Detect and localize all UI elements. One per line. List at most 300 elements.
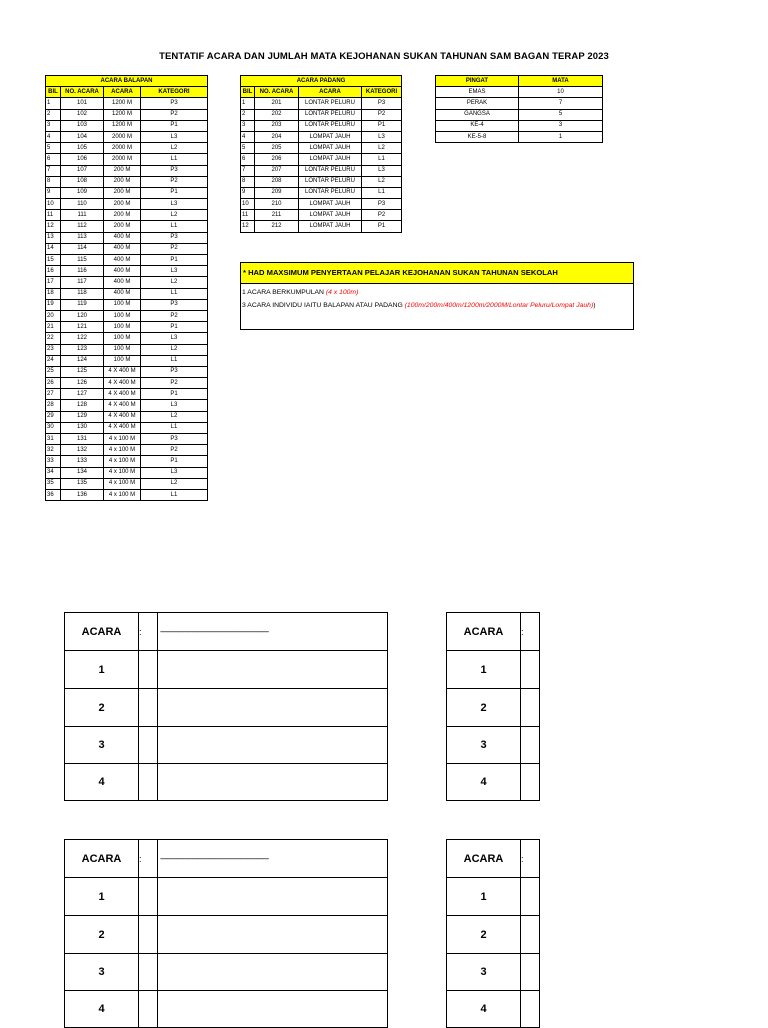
entry-number: 1 — [447, 651, 521, 689]
note-text: 1 ACARA BERKUMPULAN — [242, 289, 326, 296]
table-cell: LOMPAT JAUH — [299, 131, 362, 142]
table-cell: 4 X 400 M — [104, 422, 141, 433]
acara-label: ACARA — [447, 840, 521, 878]
entry-row — [65, 727, 388, 764]
table-row — [241, 199, 402, 210]
note-text: ) — [593, 302, 596, 309]
table-cell: 211 — [255, 210, 299, 221]
table-cell: 200 M — [104, 176, 141, 187]
acara-entry-form — [446, 612, 540, 801]
table-cell: 8 — [46, 176, 61, 187]
table-cell: 31 — [46, 434, 61, 445]
note-text: 3 ACARA INDIVIDU IAITU BALAPAN ATAU PADANG — [242, 302, 405, 309]
colon-separator: : — [521, 613, 540, 651]
table-row — [46, 143, 208, 154]
table-cell: 400 M — [104, 277, 141, 288]
table-cell: L3 — [141, 266, 208, 277]
table-cell: L3 — [362, 131, 402, 142]
table-cell: L1 — [141, 221, 208, 232]
acara-label: ACARA — [65, 840, 139, 878]
table-cell: 4 — [241, 131, 255, 142]
table-cell: 2000 M — [104, 154, 141, 165]
entry-row — [65, 991, 388, 1028]
table-cell: 4 — [46, 131, 61, 142]
table-row — [46, 288, 208, 299]
table-cell: 10 — [519, 87, 603, 98]
table-row — [241, 221, 402, 232]
table-cell: 4 X 400 M — [104, 366, 141, 377]
entry-number: 4 — [65, 991, 139, 1028]
acara-balapan-heading: ACARA BALAPAN — [46, 76, 208, 87]
table-cell: 133 — [61, 456, 104, 467]
table-cell: 100 M — [104, 344, 141, 355]
table-row — [436, 120, 603, 131]
table-row — [46, 478, 208, 489]
table-cell: 4 X 400 M — [104, 389, 141, 400]
table-cell: 121 — [61, 322, 104, 333]
table-cell: 108 — [61, 176, 104, 187]
table-row — [46, 411, 208, 422]
table-row — [46, 434, 208, 445]
table-row — [46, 445, 208, 456]
table-cell: L2 — [141, 344, 208, 355]
table-cell: 8 — [241, 176, 255, 187]
table-cell: 122 — [61, 333, 104, 344]
table-cell: 132 — [61, 445, 104, 456]
table-cell: LOMPAT JAUH — [299, 221, 362, 232]
table-cell: LONTAR PELURU — [299, 109, 362, 120]
table-cell: 2 — [241, 109, 255, 120]
entry-blank[interactable] — [521, 689, 540, 727]
entry-number: 3 — [65, 954, 139, 991]
table-cell: L1 — [141, 154, 208, 165]
column-header: NO. ACARA — [255, 87, 299, 98]
table-cell: L1 — [362, 154, 402, 165]
column-header: NO. ACARA — [61, 87, 104, 98]
entry-blank[interactable] — [521, 878, 540, 916]
table-row — [46, 109, 208, 120]
table-row — [46, 232, 208, 243]
table-cell: 118 — [61, 288, 104, 299]
table-cell: P3 — [141, 366, 208, 377]
table-cell: 15 — [46, 255, 61, 266]
table-cell: LONTAR PELURU — [299, 187, 362, 198]
table-cell: P1 — [362, 120, 402, 131]
table-cell: L2 — [141, 411, 208, 422]
table-cell: L2 — [141, 277, 208, 288]
table-cell: P1 — [141, 120, 208, 131]
entry-number: 3 — [447, 727, 521, 764]
table-cell: 202 — [255, 109, 299, 120]
table-row — [241, 176, 402, 187]
entry-row — [447, 689, 540, 727]
entry-blank[interactable] — [139, 689, 158, 727]
table-cell: 4 x 100 M — [104, 456, 141, 467]
column-header: BIL — [241, 87, 255, 98]
table-cell: P3 — [141, 165, 208, 176]
table-cell: 4 X 400 M — [104, 411, 141, 422]
entry-name-field[interactable] — [158, 991, 388, 1028]
table-cell: P1 — [141, 255, 208, 266]
acara-entry-form — [64, 839, 388, 1028]
table-cell: 25 — [46, 366, 61, 377]
table-row — [436, 98, 603, 109]
column-header: MATA — [519, 76, 603, 87]
table-cell: 26 — [46, 378, 61, 389]
table-cell: 400 M — [104, 266, 141, 277]
table-cell: 204 — [255, 131, 299, 142]
table-cell: 5 — [241, 143, 255, 154]
column-header: ACARA — [299, 87, 362, 98]
table-row — [46, 243, 208, 254]
table-cell: P3 — [141, 232, 208, 243]
table-cell: P3 — [141, 299, 208, 310]
table-cell: L3 — [141, 333, 208, 344]
table-cell: L3 — [141, 400, 208, 411]
table-cell: LOMPAT JAUH — [299, 154, 362, 165]
table-cell: LONTAR PELURU — [299, 120, 362, 131]
table-row — [46, 400, 208, 411]
table-cell: 212 — [255, 221, 299, 232]
table-cell: 7 — [46, 165, 61, 176]
table-cell: 27 — [46, 389, 61, 400]
entry-number: 2 — [65, 689, 139, 727]
table-row — [46, 322, 208, 333]
pingat-mata-table — [435, 75, 603, 143]
table-cell: P3 — [141, 434, 208, 445]
table-cell: 4 x 100 M — [104, 467, 141, 478]
table-cell: P2 — [141, 176, 208, 187]
table-cell: 117 — [61, 277, 104, 288]
table-cell: 127 — [61, 389, 104, 400]
table-cell: 106 — [61, 154, 104, 165]
table-cell: 115 — [61, 255, 104, 266]
table-cell: 203 — [255, 120, 299, 131]
table-cell: L3 — [141, 131, 208, 142]
table-row — [241, 120, 402, 131]
table-cell: 28 — [46, 400, 61, 411]
table-cell: 200 M — [104, 221, 141, 232]
entry-number: 3 — [447, 954, 521, 991]
table-cell: L3 — [362, 165, 402, 176]
entry-row — [65, 916, 388, 954]
entry-row — [65, 651, 388, 689]
table-cell: 200 M — [104, 187, 141, 198]
table-cell: 10 — [241, 199, 255, 210]
column-header: ACARA — [104, 87, 141, 98]
table-row — [241, 187, 402, 198]
table-cell: 111 — [61, 210, 104, 221]
table-cell: 110 — [61, 199, 104, 210]
table-cell: 135 — [61, 478, 104, 489]
entry-number: 2 — [447, 916, 521, 954]
entry-name-field[interactable] — [158, 727, 388, 764]
table-cell: 32 — [46, 445, 61, 456]
table-cell: 30 — [46, 422, 61, 433]
table-cell: 1200 M — [104, 120, 141, 131]
entry-blank[interactable] — [521, 651, 540, 689]
table-cell: L1 — [362, 187, 402, 198]
entry-name-field[interactable] — [158, 651, 388, 689]
entry-row — [447, 916, 540, 954]
table-cell: L2 — [141, 143, 208, 154]
table-cell: LONTAR PELURU — [299, 98, 362, 109]
table-row — [46, 366, 208, 377]
table-row — [241, 210, 402, 221]
acara-entry-form — [446, 839, 540, 1028]
table-cell: 124 — [61, 355, 104, 366]
colon-separator: : — [139, 613, 158, 651]
acara-entry-form — [64, 612, 388, 801]
entry-number: 1 — [65, 651, 139, 689]
table-cell: 112 — [61, 221, 104, 232]
table-row — [46, 176, 208, 187]
entry-blank[interactable] — [139, 991, 158, 1028]
table-cell: 205 — [255, 143, 299, 154]
table-cell: L1 — [141, 288, 208, 299]
table-cell: 131 — [61, 434, 104, 445]
table-cell: 5 — [46, 143, 61, 154]
entry-row — [447, 727, 540, 764]
table-cell: 16 — [46, 266, 61, 277]
table-cell: L1 — [141, 355, 208, 366]
table-cell: 128 — [61, 400, 104, 411]
table-cell: 2000 M — [104, 143, 141, 154]
table-cell: P1 — [362, 221, 402, 232]
entry-row — [65, 689, 388, 727]
table-cell: LOMPAT JAUH — [299, 143, 362, 154]
table-cell: 200 M — [104, 165, 141, 176]
table-cell: L2 — [141, 478, 208, 489]
acara-label: ACARA — [447, 613, 521, 651]
table-cell: P1 — [141, 456, 208, 467]
table-cell: 125 — [61, 366, 104, 377]
column-header: KATEGORI — [362, 87, 402, 98]
table-cell: 20 — [46, 310, 61, 321]
table-cell: 200 M — [104, 210, 141, 221]
table-row — [46, 98, 208, 109]
entry-name-field[interactable] — [158, 878, 388, 916]
table-cell: 116 — [61, 266, 104, 277]
column-header: BIL — [46, 87, 61, 98]
table-cell: 1 — [241, 98, 255, 109]
table-cell: 4 X 400 M — [104, 400, 141, 411]
table-cell: 400 M — [104, 243, 141, 254]
table-row — [436, 87, 603, 98]
entry-blank[interactable] — [139, 916, 158, 954]
table-cell: PERAK — [436, 98, 519, 109]
table-cell: 200 M — [104, 199, 141, 210]
table-cell: 1 — [519, 131, 603, 142]
entry-row — [447, 878, 540, 916]
table-cell: 114 — [61, 243, 104, 254]
table-row — [46, 422, 208, 433]
entry-row — [65, 878, 388, 916]
table-cell: 1200 M — [104, 109, 141, 120]
table-cell: 3 — [519, 120, 603, 131]
column-header: KATEGORI — [141, 87, 208, 98]
table-cell: 209 — [255, 187, 299, 198]
table-cell: LONTAR PELURU — [299, 176, 362, 187]
table-cell: 2000 M — [104, 131, 141, 142]
entry-number: 4 — [447, 991, 521, 1028]
table-cell: 3 — [46, 120, 61, 131]
entry-number: 1 — [447, 878, 521, 916]
table-cell: 4 X 400 M — [104, 378, 141, 389]
table-row — [241, 165, 402, 176]
table-cell: 100 M — [104, 299, 141, 310]
column-header: PINGAT — [436, 76, 519, 87]
table-cell: 9 — [46, 187, 61, 198]
table-row — [46, 344, 208, 355]
note-heading: * HAD MAXSIMUM PENYERTAAN PELAJAR KEJOHANAN SUKAN TAHUNAN SEKOLAH — [241, 263, 633, 284]
table-cell: 104 — [61, 131, 104, 142]
table-cell: 107 — [61, 165, 104, 176]
table-cell: P3 — [362, 98, 402, 109]
entry-name-field[interactable] — [158, 689, 388, 727]
table-cell: P2 — [141, 445, 208, 456]
table-row — [46, 187, 208, 198]
entry-number: 2 — [65, 916, 139, 954]
entry-blank[interactable] — [521, 764, 540, 801]
table-cell: L2 — [362, 176, 402, 187]
table-row — [46, 210, 208, 221]
table-cell: 100 M — [104, 355, 141, 366]
table-cell: P2 — [141, 109, 208, 120]
table-cell: 113 — [61, 232, 104, 243]
entry-blank[interactable] — [521, 727, 540, 764]
table-cell: P1 — [141, 322, 208, 333]
table-cell: 7 — [519, 98, 603, 109]
table-cell: 11 — [46, 210, 61, 221]
table-cell: 17 — [46, 277, 61, 288]
entry-blank[interactable] — [139, 727, 158, 764]
table-cell: 21 — [46, 322, 61, 333]
table-cell: 120 — [61, 310, 104, 321]
entry-blank[interactable] — [139, 878, 158, 916]
table-cell: 208 — [255, 176, 299, 187]
table-cell: 2 — [46, 109, 61, 120]
entry-blank[interactable] — [139, 764, 158, 801]
table-row — [46, 165, 208, 176]
table-cell: 13 — [46, 232, 61, 243]
table-cell: 102 — [61, 109, 104, 120]
table-cell: 5 — [519, 109, 603, 120]
table-cell: L3 — [141, 199, 208, 210]
table-cell: 34 — [46, 467, 61, 478]
acara-padang-heading: ACARA PADANG — [241, 76, 402, 87]
table-cell: L1 — [141, 489, 208, 500]
table-row — [46, 277, 208, 288]
note-line-2 — [241, 302, 633, 310]
table-cell: L2 — [141, 210, 208, 221]
table-cell: 4 x 100 M — [104, 478, 141, 489]
table-cell: KE-4 — [436, 120, 519, 131]
acara-name-field[interactable]: ----------------------------------------------------------------- — [158, 840, 388, 878]
table-cell: 210 — [255, 199, 299, 210]
entry-row — [65, 764, 388, 801]
table-cell: 11 — [241, 210, 255, 221]
table-row — [46, 467, 208, 478]
table-cell: 101 — [61, 98, 104, 109]
table-cell: 207 — [255, 165, 299, 176]
table-row — [46, 355, 208, 366]
table-cell: P2 — [141, 243, 208, 254]
table-cell: P1 — [141, 389, 208, 400]
table-cell: P2 — [141, 310, 208, 321]
table-cell: 100 M — [104, 333, 141, 344]
table-row — [46, 389, 208, 400]
table-cell: 136 — [61, 489, 104, 500]
penyertaan-note — [240, 262, 634, 330]
table-row — [241, 143, 402, 154]
entry-number: 3 — [65, 727, 139, 764]
note-line-1 — [241, 289, 633, 297]
colon-separator: : — [521, 840, 540, 878]
table-row — [241, 98, 402, 109]
entry-blank[interactable] — [521, 916, 540, 954]
table-cell: 206 — [255, 154, 299, 165]
entry-blank[interactable] — [139, 651, 158, 689]
table-row — [46, 199, 208, 210]
entry-blank[interactable] — [521, 954, 540, 991]
table-cell: EMAS — [436, 87, 519, 98]
table-row — [46, 266, 208, 277]
table-cell: P2 — [362, 109, 402, 120]
table-cell: 1200 M — [104, 98, 141, 109]
table-cell: 19 — [46, 299, 61, 310]
table-cell: 36 — [46, 489, 61, 500]
entry-name-field[interactable] — [158, 954, 388, 991]
entry-number: 4 — [65, 764, 139, 801]
entry-row — [447, 954, 540, 991]
table-cell: KE-5-8 — [436, 131, 519, 142]
table-cell: P3 — [362, 199, 402, 210]
entry-number: 1 — [65, 878, 139, 916]
table-cell: P1 — [141, 187, 208, 198]
table-cell: 29 — [46, 411, 61, 422]
table-cell: 10 — [46, 199, 61, 210]
entry-row — [447, 651, 540, 689]
table-cell: 6 — [46, 154, 61, 165]
table-cell: 400 M — [104, 232, 141, 243]
table-cell: 33 — [46, 456, 61, 467]
entry-blank[interactable] — [521, 991, 540, 1028]
entry-name-field[interactable] — [158, 764, 388, 801]
note-red-text: (4 x 100m) — [325, 289, 359, 296]
page-title: TENTATIF ACARA DAN JUMLAH MATA KEJOHANAN SUKAN TAHUNAN SAM BAGAN TERAP 2023 — [159, 51, 609, 62]
entry-blank[interactable] — [139, 954, 158, 991]
table-row — [46, 299, 208, 310]
table-row — [436, 131, 603, 142]
table-cell: 103 — [61, 120, 104, 131]
table-cell: 4 x 100 M — [104, 445, 141, 456]
entry-number: 4 — [447, 764, 521, 801]
acara-padang-table — [240, 75, 402, 233]
entry-name-field[interactable] — [158, 916, 388, 954]
table-cell: 105 — [61, 143, 104, 154]
table-row — [436, 109, 603, 120]
table-cell: L3 — [141, 467, 208, 478]
table-cell: 23 — [46, 344, 61, 355]
table-row — [46, 255, 208, 266]
table-cell: LOMPAT JAUH — [299, 210, 362, 221]
acara-name-field[interactable]: ----------------------------------------------------------------- — [158, 613, 388, 651]
table-cell: 400 M — [104, 288, 141, 299]
table-cell: 1 — [46, 98, 61, 109]
table-row — [46, 456, 208, 467]
table-row — [46, 131, 208, 142]
